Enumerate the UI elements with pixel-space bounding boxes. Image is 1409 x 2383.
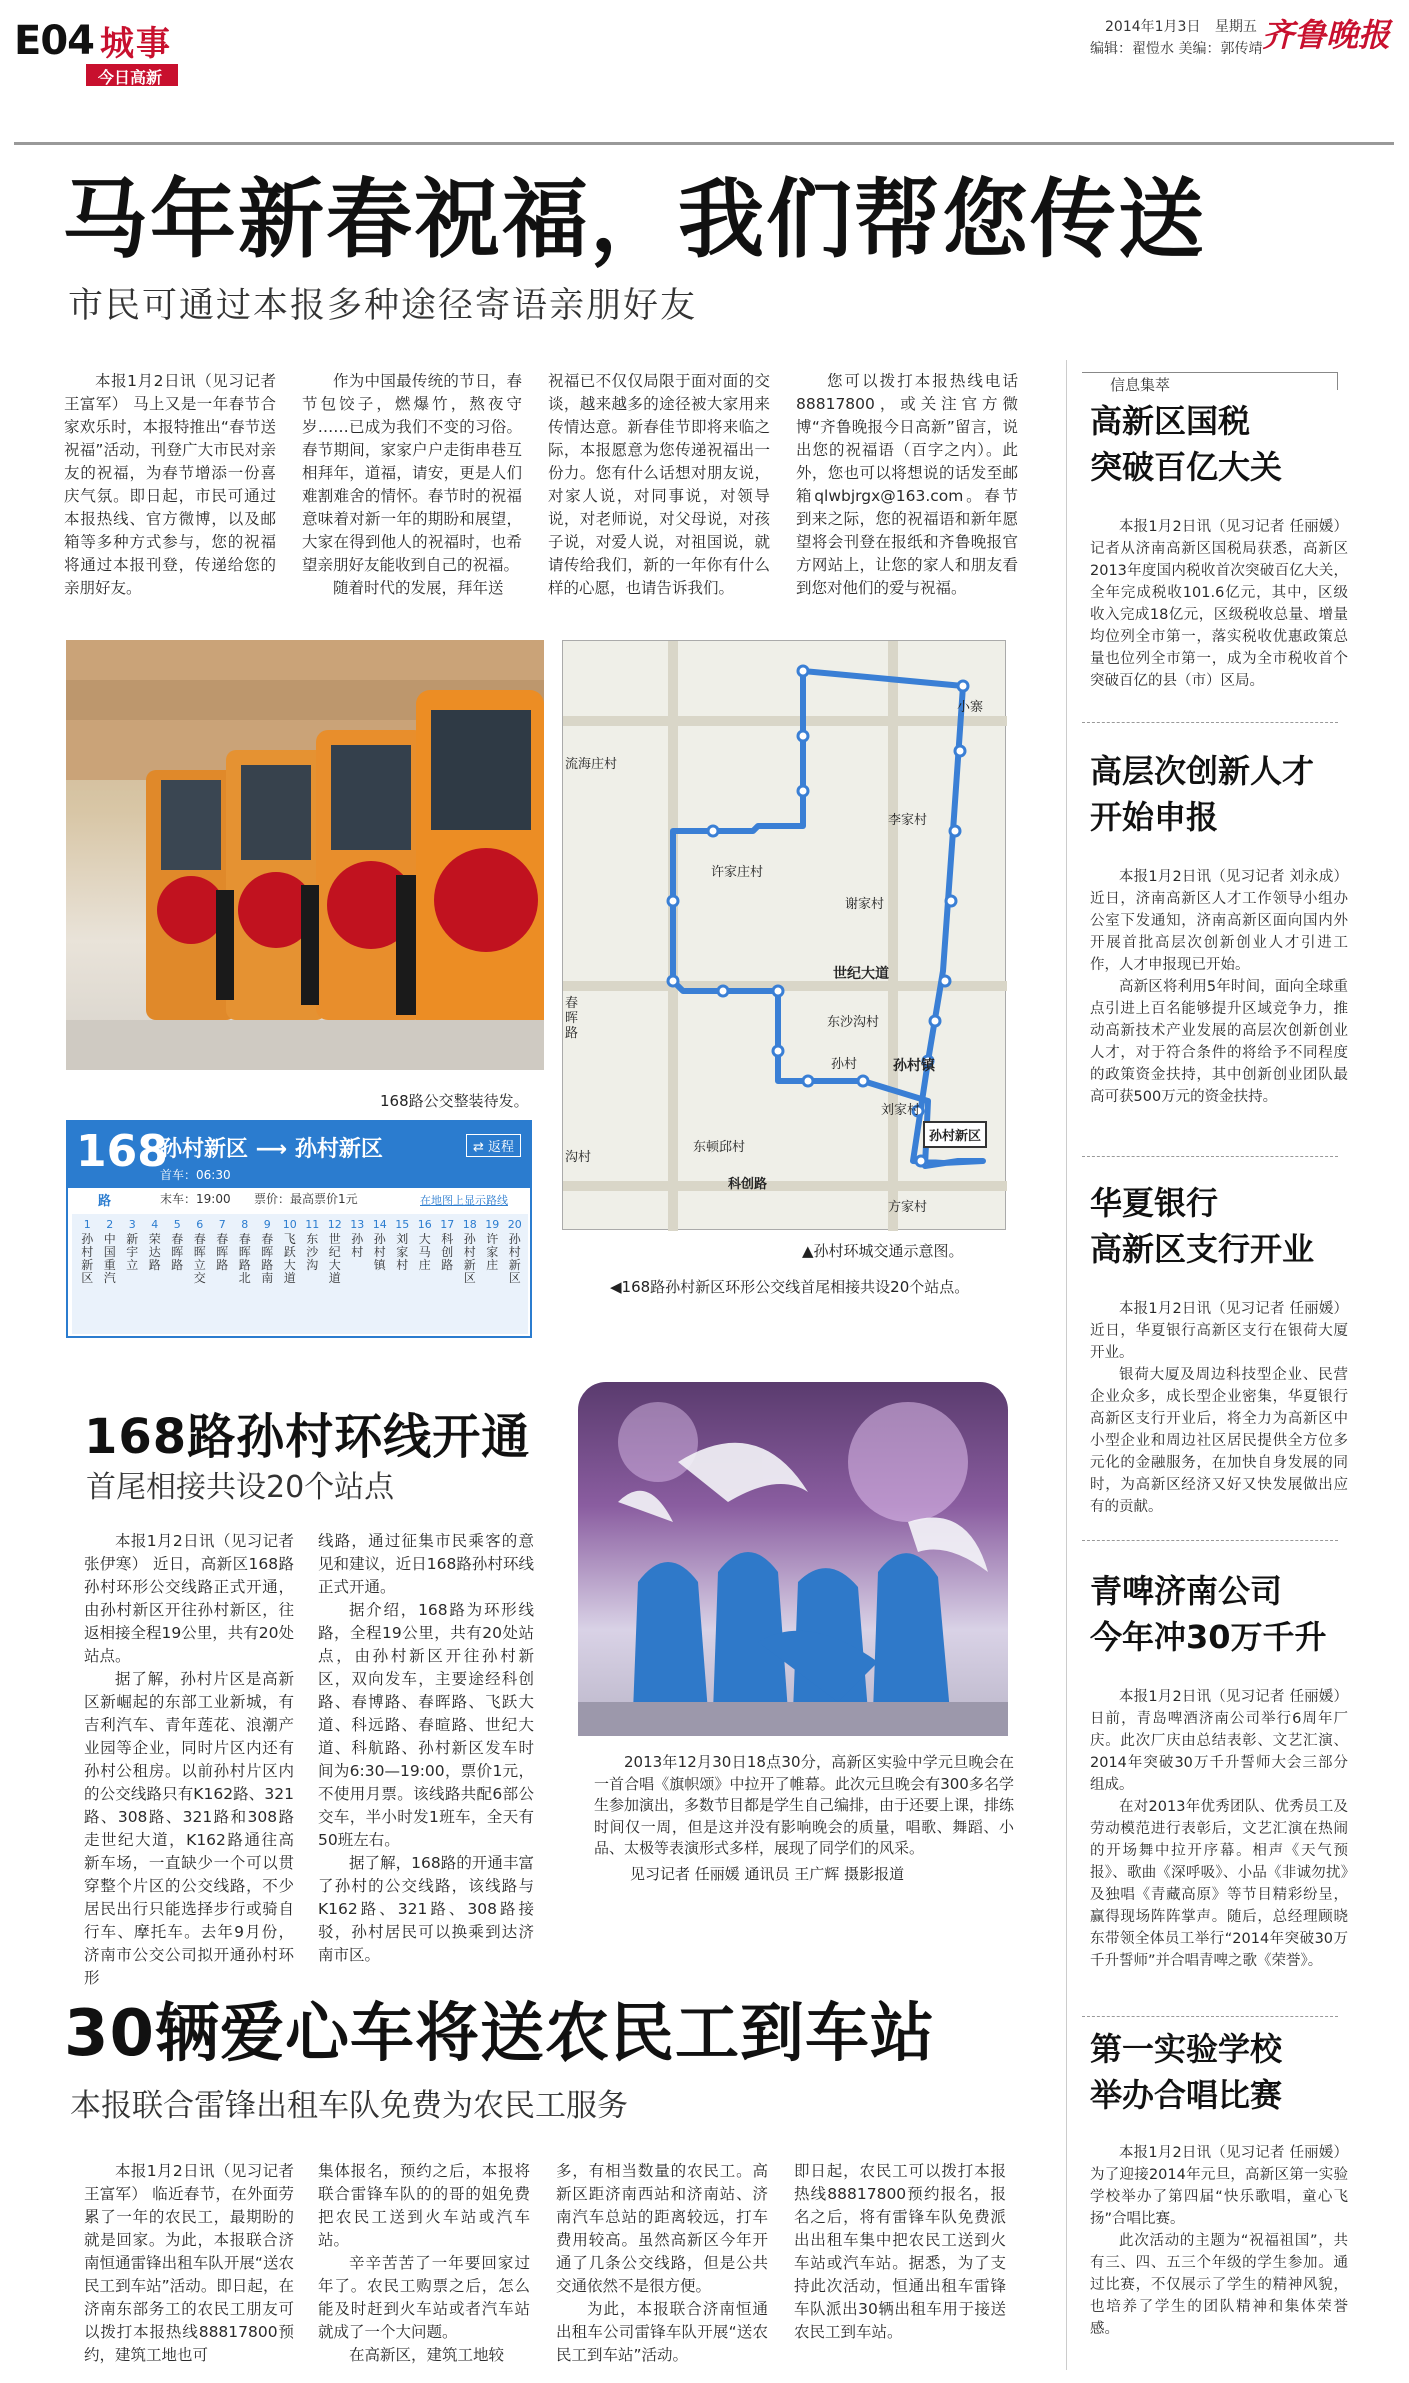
sidebar-item	[1090, 1180, 1348, 1518]
stop-list	[76, 1218, 526, 1329]
stop[interactable]	[459, 1218, 482, 1329]
lead-col-2-p2: 随着时代的发展，拜年送	[333, 579, 504, 597]
bus-story-col-1	[84, 1530, 294, 1990]
lead-col-2-p1: 作为中国最传统的节日，春节包饺子，燃爆竹，熬夜守岁……已成为我们不变的习俗。春节期间，家家户户走街串巷互相拜年，道福，请安，更是人们难割难舍的情怀。春节时的祝福意味着对新一年的期盼和展望，大家在得到他人的祝福时，也希望亲朋好友能收到自己的祝福。	[302, 372, 522, 574]
charity-col-4-p1: 即日起，农民工可以拨打本报热线88817800预约报名，报名之后，将有雷锋车队免费派出出租车集中把农民工送到火车站或汽车站。据悉，为了支持此次活动，恒通出租车雷锋车队派出30辆出租车用于接送农民工到车站。	[794, 2162, 1006, 2341]
stop-number: 11	[305, 1218, 320, 1231]
stop-name: 春晖立交	[193, 1233, 206, 1285]
show-route-link[interactable]: 在地图上显示路线	[420, 1194, 508, 1207]
stop-name: 孙村新区	[81, 1233, 94, 1285]
stop-name: 中国重汽	[103, 1233, 116, 1285]
route-number: 168	[76, 1126, 168, 1177]
paper-logo: 齐鲁晚报	[1262, 16, 1391, 54]
stop-name: 大马庄	[418, 1233, 431, 1272]
sidebar-item-title-line2: 举办合唱比赛	[1090, 2076, 1283, 2114]
bus-story-col-1-p2: 据了解，孙村片区是高新区新崛起的东部工业新城，有吉利汽车、青年莲花、浪潮产业园等企业，同时片区内还有孙村公租房。以前孙村片区内的公交线路只有K162路、321路、308路、321路和308路走世纪大道，K162路通往高新车场，一直缺少一个可以贯穿整个片区的公交线路，不少居民出行只能选择步行或骑自行车、摩托车。去年9月份，济南市公交公司拟开通孙村环形	[84, 1670, 294, 1987]
stop-name: 刘家村	[396, 1233, 409, 1272]
stop-number: 9	[263, 1218, 271, 1231]
charity-headline: 30辆爱心车将送农民工到车站	[64, 1997, 936, 2071]
map-label-15: 科创路	[728, 1177, 768, 1192]
map-label-5: 谢家村	[845, 897, 885, 912]
stop[interactable]	[301, 1218, 324, 1329]
sidebar-item-text: 本报1月2日讯（见习记者 刘永成） 近日，济南高新区人才工作领导小组办公室下发通知，济南高新区面向国内外开展首批高层次创新创业人才引进工作，人才申报现已开始。	[1090, 869, 1348, 973]
map-label-13: 沟村	[565, 1150, 592, 1165]
bus-story-col-2-p1: 线路，通过征集市民乘客的意见和建议，近日168路孙村环线正式开通。	[318, 1532, 534, 1596]
stop-number: 10	[282, 1218, 297, 1231]
dance-photo-art	[578, 1382, 1008, 1736]
stop[interactable]	[76, 1218, 99, 1329]
lead-headline: 马年新春祝福，我们帮您传送	[62, 170, 1206, 270]
charity-subheadline: 本报联合雷锋出租车队免费为农民工服务	[70, 2088, 628, 2124]
lead-col-4: 您可以拨打本报热线电话88817800，或关注官方微博“齐鲁晚报今日高新”留言，说出您的祝福语（百字之内）。此外，您也可以将想说的话发至邮箱qlwbjrgx@163.com。春节到来之际，您的祝福语和新年愿望将会刊登在报纸和齐鲁晚报官方网站上，让您的家人和朋友看到您对他们的爱与祝福。	[796, 372, 1018, 597]
stop[interactable]	[481, 1218, 504, 1329]
sidebar-item-title-line1: 青啤济南公司	[1090, 1572, 1283, 1610]
stop-number: 6	[196, 1218, 204, 1231]
return-label: 返程	[488, 1140, 515, 1155]
page-code: E04	[14, 18, 94, 64]
stop-number: 8	[241, 1218, 249, 1231]
stop-name: 许家庄	[486, 1233, 499, 1272]
charity-col-2-p3: 在高新区，建筑工地较	[349, 2346, 505, 2364]
stop-name: 春晖路北	[238, 1233, 251, 1285]
route-map	[562, 640, 1006, 1230]
sidebar-item	[1090, 1568, 1348, 1972]
map-label-11: 孙村新区	[923, 1121, 987, 1148]
route-line	[673, 671, 983, 1166]
stop-number: 13	[350, 1218, 365, 1231]
stop[interactable]	[324, 1218, 347, 1329]
stop-name: 春晖路	[171, 1233, 184, 1272]
sidebar-item-text: 本报1月2日讯（见习记者 任丽媛） 日前，青岛啤酒济南公司举行6周年厂庆。此次厂庆由总结表彰、文艺汇演、2014年突破30万千升誓师大会三部分组成。	[1090, 1689, 1348, 1793]
stop-name: 孙村新区	[463, 1233, 476, 1285]
sidebar-item-title-line1: 华夏银行	[1090, 1184, 1219, 1222]
charity-col-3-p2: 为此，本报联合济南恒通出租车公司雷锋车队开展“送农民工到车站”活动。	[556, 2300, 768, 2364]
map-label-4: 许家庄村	[711, 865, 764, 880]
editors-credit: 编辑：翟愷水 美编：郭传靖	[1090, 41, 1263, 57]
sidebar-item-title-line1: 高层次创新人才	[1090, 752, 1315, 790]
charity-col-1: 本报1月2日讯（见习记者 王富军） 临近春节，在外面劳累了一年的农民工，最期盼的就是回家。为此，本报联合济南恒通雷锋出租车队开展“送农民工到车站”活动。即日起，在济南东部务工的农民工朋友可以拨打本报热线88817800预约，建筑工地也可	[84, 2162, 294, 2364]
subsection-name: 今日高新	[98, 68, 163, 87]
bus-story-col-1-p1: 本报1月2日讯（见习记者 张伊寒） 近日，高新区168路孙村环形公交线路正式开通，由孙村新区开往孙村新区，往返相接全程19公里，共有20处站点。	[84, 1532, 294, 1665]
sidebar-item-text: 此次活动的主题为“祝福祖国”，共有三、四、五三个年级的学生参加。通过比赛，不仅展示了学生的精神风貌，也培养了学生的团队精神和集体荣誉感。	[1090, 2233, 1348, 2337]
charity-col-4	[794, 2160, 1006, 2375]
stop[interactable]	[121, 1218, 144, 1329]
bus-route-board	[66, 1120, 532, 1338]
sidebar-item-title-line2: 突破百亿大关	[1090, 448, 1283, 486]
stop-number: 7	[218, 1218, 226, 1231]
stop[interactable]	[504, 1218, 527, 1329]
sidebar-item-text: 本报1月2日讯（见习记者 任丽媛） 记者从济南高新区国税局获悉，高新区2013年度国内税收首次突破百亿大关，全年完成税收101.6亿元，其中，区级收入完成18亿元，区级税收总量、增量均位列全市第一，落实税收优惠政策总量也位列全市第一，成为全市税收首个突破百亿的县（市）区局。	[1090, 519, 1348, 689]
masthead	[0, 0, 1409, 90]
return-button[interactable]: ⇄ 返程	[466, 1134, 521, 1157]
map-label-8: 东沙沟村	[827, 1015, 880, 1030]
triangle-left-icon: ▲	[802, 1242, 814, 1260]
sidebar-separator	[1082, 1540, 1338, 1541]
stop-name: 春晖路南	[261, 1233, 274, 1285]
stop-number: 17	[440, 1218, 455, 1231]
map-label-6: 世纪大道	[833, 966, 889, 982]
sidebar-item-text: 本报1月2日讯（见习记者 任丽媛） 为了迎接2014年元旦，高新区第一实验学校举办了第四届“快乐歌唱，童心飞扬”合唱比赛。	[1090, 2145, 1348, 2227]
stop-number: 16	[417, 1218, 432, 1231]
stop[interactable]	[256, 1218, 279, 1329]
sidebar-tag: 信息集萃	[1106, 374, 1174, 395]
sidebar-separator	[1082, 1156, 1338, 1157]
charity-col-3-p1: 多，有相当数量的农民工。高新区距济南西站和济南站、济南汽车总站的距离较远，打车费用较高。虽然高新区今年开通了几条公交线路，但是公共交通依然不是很方便。	[556, 2162, 768, 2295]
last-bus: 末车：19:00	[160, 1192, 231, 1206]
route-caption-text: 168路孙村新区环形公交线首尾相接共设20个站点。	[621, 1278, 970, 1296]
stop-name: 孙村	[351, 1233, 364, 1259]
header-rule	[14, 142, 1394, 145]
sidebar-separator	[1082, 722, 1338, 723]
map-label-10: 孙村镇	[893, 1058, 935, 1074]
stop-number: 3	[128, 1218, 136, 1231]
date: 2014年1月3日	[1105, 19, 1201, 35]
sidebar-item	[1090, 398, 1348, 692]
bus-story-col-2-p3: 据了解，168路的开通丰富了孙村的公交线路，该线路与K162路、321路、308路接驳，孙村居民可以换乘到达济南市区。	[318, 1854, 534, 1964]
stop-name: 东沙沟	[306, 1233, 319, 1272]
stop-number: 20	[507, 1218, 522, 1231]
bus-photo-art	[66, 640, 544, 1070]
stop-name: 世纪大道	[328, 1233, 341, 1285]
stop[interactable]	[166, 1218, 189, 1329]
stop-name: 孙村镇	[373, 1233, 386, 1272]
sidebar-item-text: 银荷大厦及周边科技型企业、民营企业众多，成长型企业密集，华夏银行高新区支行开业后，将全力为高新区中小型企业和周边社区居民提供全方位多元化的金融服务，在加快自身发展的同时，为高新区经济又好又快发展做出应有的贡献。	[1090, 1367, 1348, 1515]
stop[interactable]	[391, 1218, 414, 1329]
lead-col-1: 本报1月2日讯（见习记者 王富军） 马上又是一年春节合家欢乐时，本报特推出“春节送祝福”活动，刊登广大市民对亲友的祝福，为春节增添一份喜庆气氛。即日起，市民可通过本报热线、官方微博，以及邮箱等多种方式参与，您的祝福将通过本报刊登，传递给您的亲朋好友。	[64, 372, 276, 597]
stop[interactable]	[234, 1218, 257, 1329]
sidebar-item-title-line2: 高新区支行开业	[1090, 1230, 1315, 1268]
map-label-12: 刘家村	[881, 1103, 921, 1118]
dance-caption-text: 2013年12月30日18点30分，高新区实验中学元旦晚会在一首合唱《旗帜颂》中拉开了帷幕。此次元旦晚会有300多名学生参加演出，多数节目都是学生自己编排，由于还要上课，排练时间仅一周，但是这并没有影响晚会的质量，唱歌、舞蹈、小品、太极等表演形式多样，展现了同学们的风采。	[594, 1753, 1015, 1857]
weekday: 星期五	[1214, 19, 1257, 35]
stop-number: 19	[485, 1218, 500, 1231]
dance-photo	[578, 1382, 1008, 1736]
stop-number: 12	[327, 1218, 342, 1231]
stop-number: 2	[106, 1218, 114, 1231]
map-label-14: 东顿邱村	[693, 1140, 746, 1155]
stop-name: 春晖路	[216, 1233, 229, 1272]
stop[interactable]	[99, 1218, 122, 1329]
route-caption	[610, 1276, 969, 1297]
fare: 票价：最高票价1元	[254, 1192, 358, 1206]
stop[interactable]	[211, 1218, 234, 1329]
map-label-16: 方家村	[888, 1200, 928, 1215]
map-caption	[802, 1240, 964, 1261]
sidebar-divider	[1066, 360, 1067, 2370]
sidebar-item	[1090, 748, 1348, 1108]
bus-story-col-2-p2: 据介绍，168路为环形线路，全程19公里，共有20处站点，由孙村新区开往孙村新区，双向发车，主要途经科创路、春博路、春晖路、飞跃大道、科远路、春暄路、世纪大道、科航路、孙村新区发车时间为6:30—19:00，票价1元，不使用月票。该线路共配6部公交车，半小时发1班车，全天有50班左右。	[318, 1601, 534, 1849]
map-label-3: 李家村	[888, 813, 928, 828]
sidebar-separator	[1082, 2016, 1338, 2017]
charity-col-2	[318, 2160, 530, 2375]
first-bus: 首车：06:30	[160, 1168, 231, 1182]
stop-number: 5	[173, 1218, 181, 1231]
stop-name: 荣达路	[148, 1233, 161, 1272]
sidebar-item-title-line2: 开始申报	[1090, 798, 1219, 836]
stop[interactable]	[189, 1218, 212, 1329]
bus-story-col-2	[318, 1530, 534, 1967]
stop-number: 4	[151, 1218, 159, 1231]
stop-number: 18	[462, 1218, 477, 1231]
stop-name: 孙村新区	[508, 1233, 521, 1285]
lead-subheadline: 市民可通过本报多种途径寄语亲朋好友	[68, 286, 698, 326]
sidebar-item-text: 本报1月2日讯（见习记者 任丽媛） 近日，华夏银行高新区支行在银荷大厦开业。	[1090, 1301, 1348, 1361]
issue-date	[1105, 16, 1257, 36]
stop-name: 飞跃大道	[283, 1233, 296, 1285]
sidebar-item-title-line2: 今年冲30万千升	[1090, 1618, 1327, 1656]
stop-name: 科创路	[441, 1233, 454, 1272]
dance-caption	[594, 1752, 1014, 1886]
sidebar-item	[1090, 2026, 1348, 2376]
bus-photo	[66, 640, 544, 1070]
charity-col-3	[556, 2160, 768, 2375]
route-suffix: 路	[98, 1194, 112, 1209]
map-label-9: 孙村	[831, 1057, 858, 1072]
map-label-1: 小寨	[957, 700, 984, 715]
charity-col-2-p2: 辛辛苦苦了一年要回家过年了。农民工购票之后，怎么能及时赶到火车站或者汽车站就成了一个大问题。	[318, 2254, 530, 2341]
bus-story-subheadline: 首尾相接共设20个站点	[86, 1470, 395, 1505]
stop[interactable]	[279, 1218, 302, 1329]
map-caption-text: 孙村环城交通示意图。	[813, 1242, 964, 1260]
dance-credits: 见习记者 任丽媛 通讯员 王广辉 摄影报道	[630, 1864, 905, 1883]
stop[interactable]	[144, 1218, 167, 1329]
sidebar-item-text: 在对2013年优秀团队、优秀员工及劳动模范进行表彰后，文艺汇演在热闹的开场舞中拉开序幕。相声《天气预报》、歌曲《深呼吸》、小品《非诚勿扰》及独唱《青藏高原》等节目精彩纷呈，赢得现场阵阵掌声。随后，总经理顾晓东带领全体员工举行“2014年突破30万千升誓师”并合唱青啤之歌《荣誉》。	[1090, 1799, 1348, 1969]
stop-number: 1	[83, 1218, 91, 1231]
sidebar-item-title-line1: 高新区国税	[1090, 402, 1251, 440]
stop-number: 15	[395, 1218, 410, 1231]
triangle-left-icon: ◀	[610, 1278, 622, 1296]
bus-photo-caption: 168路公交整装待发。	[380, 1092, 529, 1110]
stop[interactable]	[414, 1218, 437, 1329]
stop-name: 新宇立	[126, 1233, 139, 1272]
sidebar-item-text: 高新区将利用5年时间，面向全球重点引进上百名能够提升区域竞争力，推动高新技术产业发展的高层次创新创业人才，对于符合条件的将给予不同程度的政策资金扶持，其中创新创业团队最高可获500万元的资金扶持。	[1090, 979, 1348, 1105]
map-label-2: 流海庄村	[565, 757, 618, 772]
bus-story-headline: 168路孙村环线开通	[84, 1409, 531, 1465]
lead-col-3: 祝福已不仅仅局限于面对面的交谈，越来越多的途径被大家用来传情达意。新春佳节即将来临之际，本报愿意为您传递祝福出一份力。您有什么话想对朋友说，对家人说，对同事说，对领导说，对老师说，对父母说，对孩子说，对爱人说，对祖国说，就请传给我们，新的一年你有什么样的心愿，也请告诉我们。	[548, 372, 770, 597]
sidebar-item-title-line1: 第一实验学校	[1090, 2030, 1283, 2068]
route-direction: 孙村新区 ⟶ 孙村新区	[160, 1137, 383, 1162]
stop[interactable]	[436, 1218, 459, 1329]
charity-col-2-p1: 集体报名，预约之后，本报将联合雷锋车队的的哥的姐免费把农民工送到火车站或汽车站。	[318, 2162, 530, 2249]
stop[interactable]	[369, 1218, 392, 1329]
lead-col-2	[302, 370, 522, 600]
stop-number: 14	[372, 1218, 387, 1231]
map-label-7: 春晖路	[565, 996, 579, 1041]
stop[interactable]	[346, 1218, 369, 1329]
section-name: 城事	[100, 24, 172, 64]
